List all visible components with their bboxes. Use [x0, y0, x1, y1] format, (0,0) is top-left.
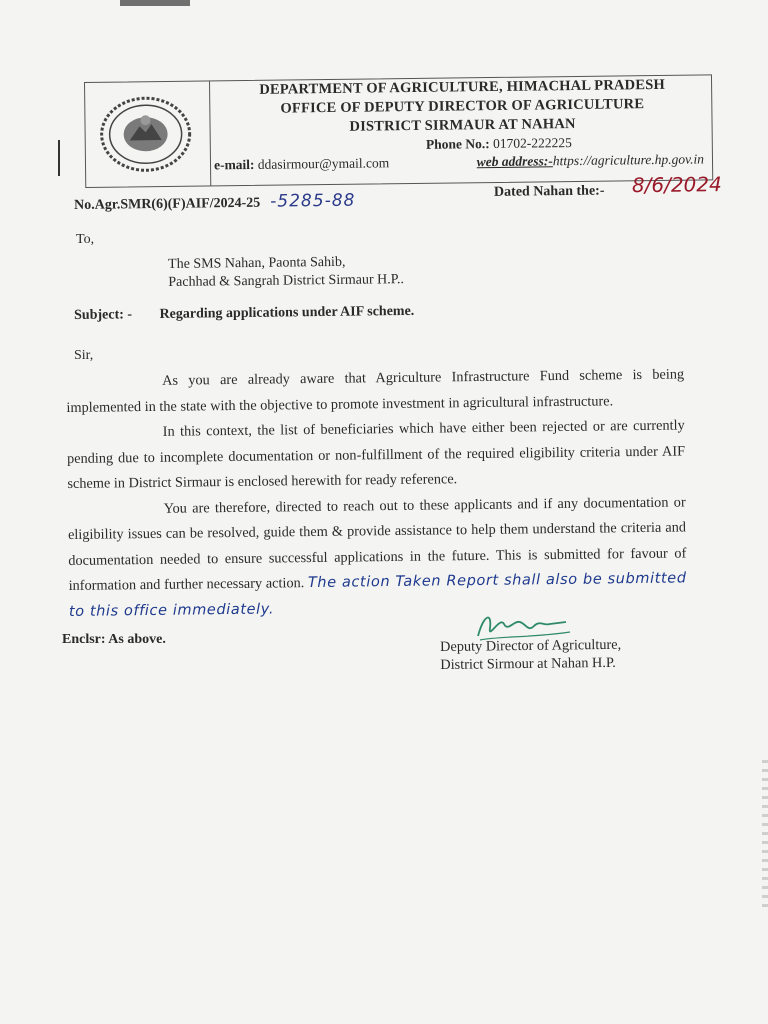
- paragraph: [68, 490, 688, 625]
- handwritten-dispatch-number: -5285-88: [270, 190, 356, 212]
- recipient-address: [168, 253, 404, 292]
- email-label: e-mail:: [213, 156, 255, 173]
- web-label: web address:-: [476, 153, 553, 170]
- subject-line: [74, 304, 414, 324]
- signature-block: [440, 636, 621, 674]
- scan-mark: [120, 0, 190, 6]
- subject-text: Regarding applications under AIF scheme.: [159, 303, 415, 322]
- signatory-office: District Sirmour at Nahan H.P.: [440, 654, 616, 673]
- web-address[interactable]: https://agriculture.hp.gov.in: [552, 151, 705, 169]
- scan-edge: [762, 760, 768, 910]
- district-name: DISTRICT SIRMAUR AT NAHAN: [349, 115, 576, 135]
- paragraph: As you are already aware that Agriculture Infrastructure Fund scheme is being implemented in the state with the objective to promote investment in agricultural infrastructure.: [66, 366, 685, 416]
- email-block: [214, 154, 389, 174]
- margin-mark: [58, 140, 60, 176]
- subject-label: Subject: -: [74, 307, 133, 323]
- to-label: To,: [76, 232, 95, 247]
- paragraph-text: You are therefore, directed to reach out to these applicants and if any documentation or eligibility issues can be resolved, guide them & provide assistance to help them understand the criteria and documentation needed to ensure successful applications in the future. This is submitted for favour of information and further necessary action.: [67, 493, 687, 594]
- letterhead: [84, 74, 713, 188]
- letterhead-text: [213, 75, 712, 174]
- department-seal-icon: [99, 96, 192, 173]
- paragraph: In this context, the list of beneficiaries which have either been rejected or are currently pending due to incomplete documentation or non-fulfillment of the required eligibility criteria under AIF scheme in District Sirmaur is enclosed herewith for ready reference.: [66, 417, 686, 492]
- dated-label: Dated Nahan the:-: [493, 183, 605, 200]
- reference-row: [74, 172, 722, 214]
- department-name: DEPARTMENT OF AGRICULTURE, HIMACHAL PRADESH: [259, 76, 666, 98]
- letter-body: [66, 362, 687, 625]
- logo-cell: [85, 81, 211, 187]
- handwritten-date: 8/6/2024: [631, 172, 722, 198]
- phone-label: Phone No.:: [425, 136, 490, 152]
- signatory-title: Deputy Director of Agriculture,: [440, 636, 622, 655]
- address-line: The SMS Nahan, Paonta Sahib,: [168, 254, 346, 272]
- email-address[interactable]: ddasirmour@ymail.com: [257, 155, 390, 172]
- web-block: [477, 150, 704, 171]
- enclosure-note: Enclsr: As above.: [62, 632, 166, 647]
- salutation: Sir,: [74, 348, 94, 363]
- phone-number: 01702-222225: [492, 135, 572, 152]
- office-name: OFFICE OF DEPUTY DIRECTOR OF AGRICULTURE: [280, 96, 645, 117]
- handwritten-note: The action Taken Report shall also be submitted to this office immediately.: [68, 570, 687, 620]
- reference-number: No.Agr.SMR(6)(F)AIF/2024-25: [74, 195, 261, 213]
- address-line: Pachhad & Sangrah District Sirmaur H.P..: [168, 272, 405, 290]
